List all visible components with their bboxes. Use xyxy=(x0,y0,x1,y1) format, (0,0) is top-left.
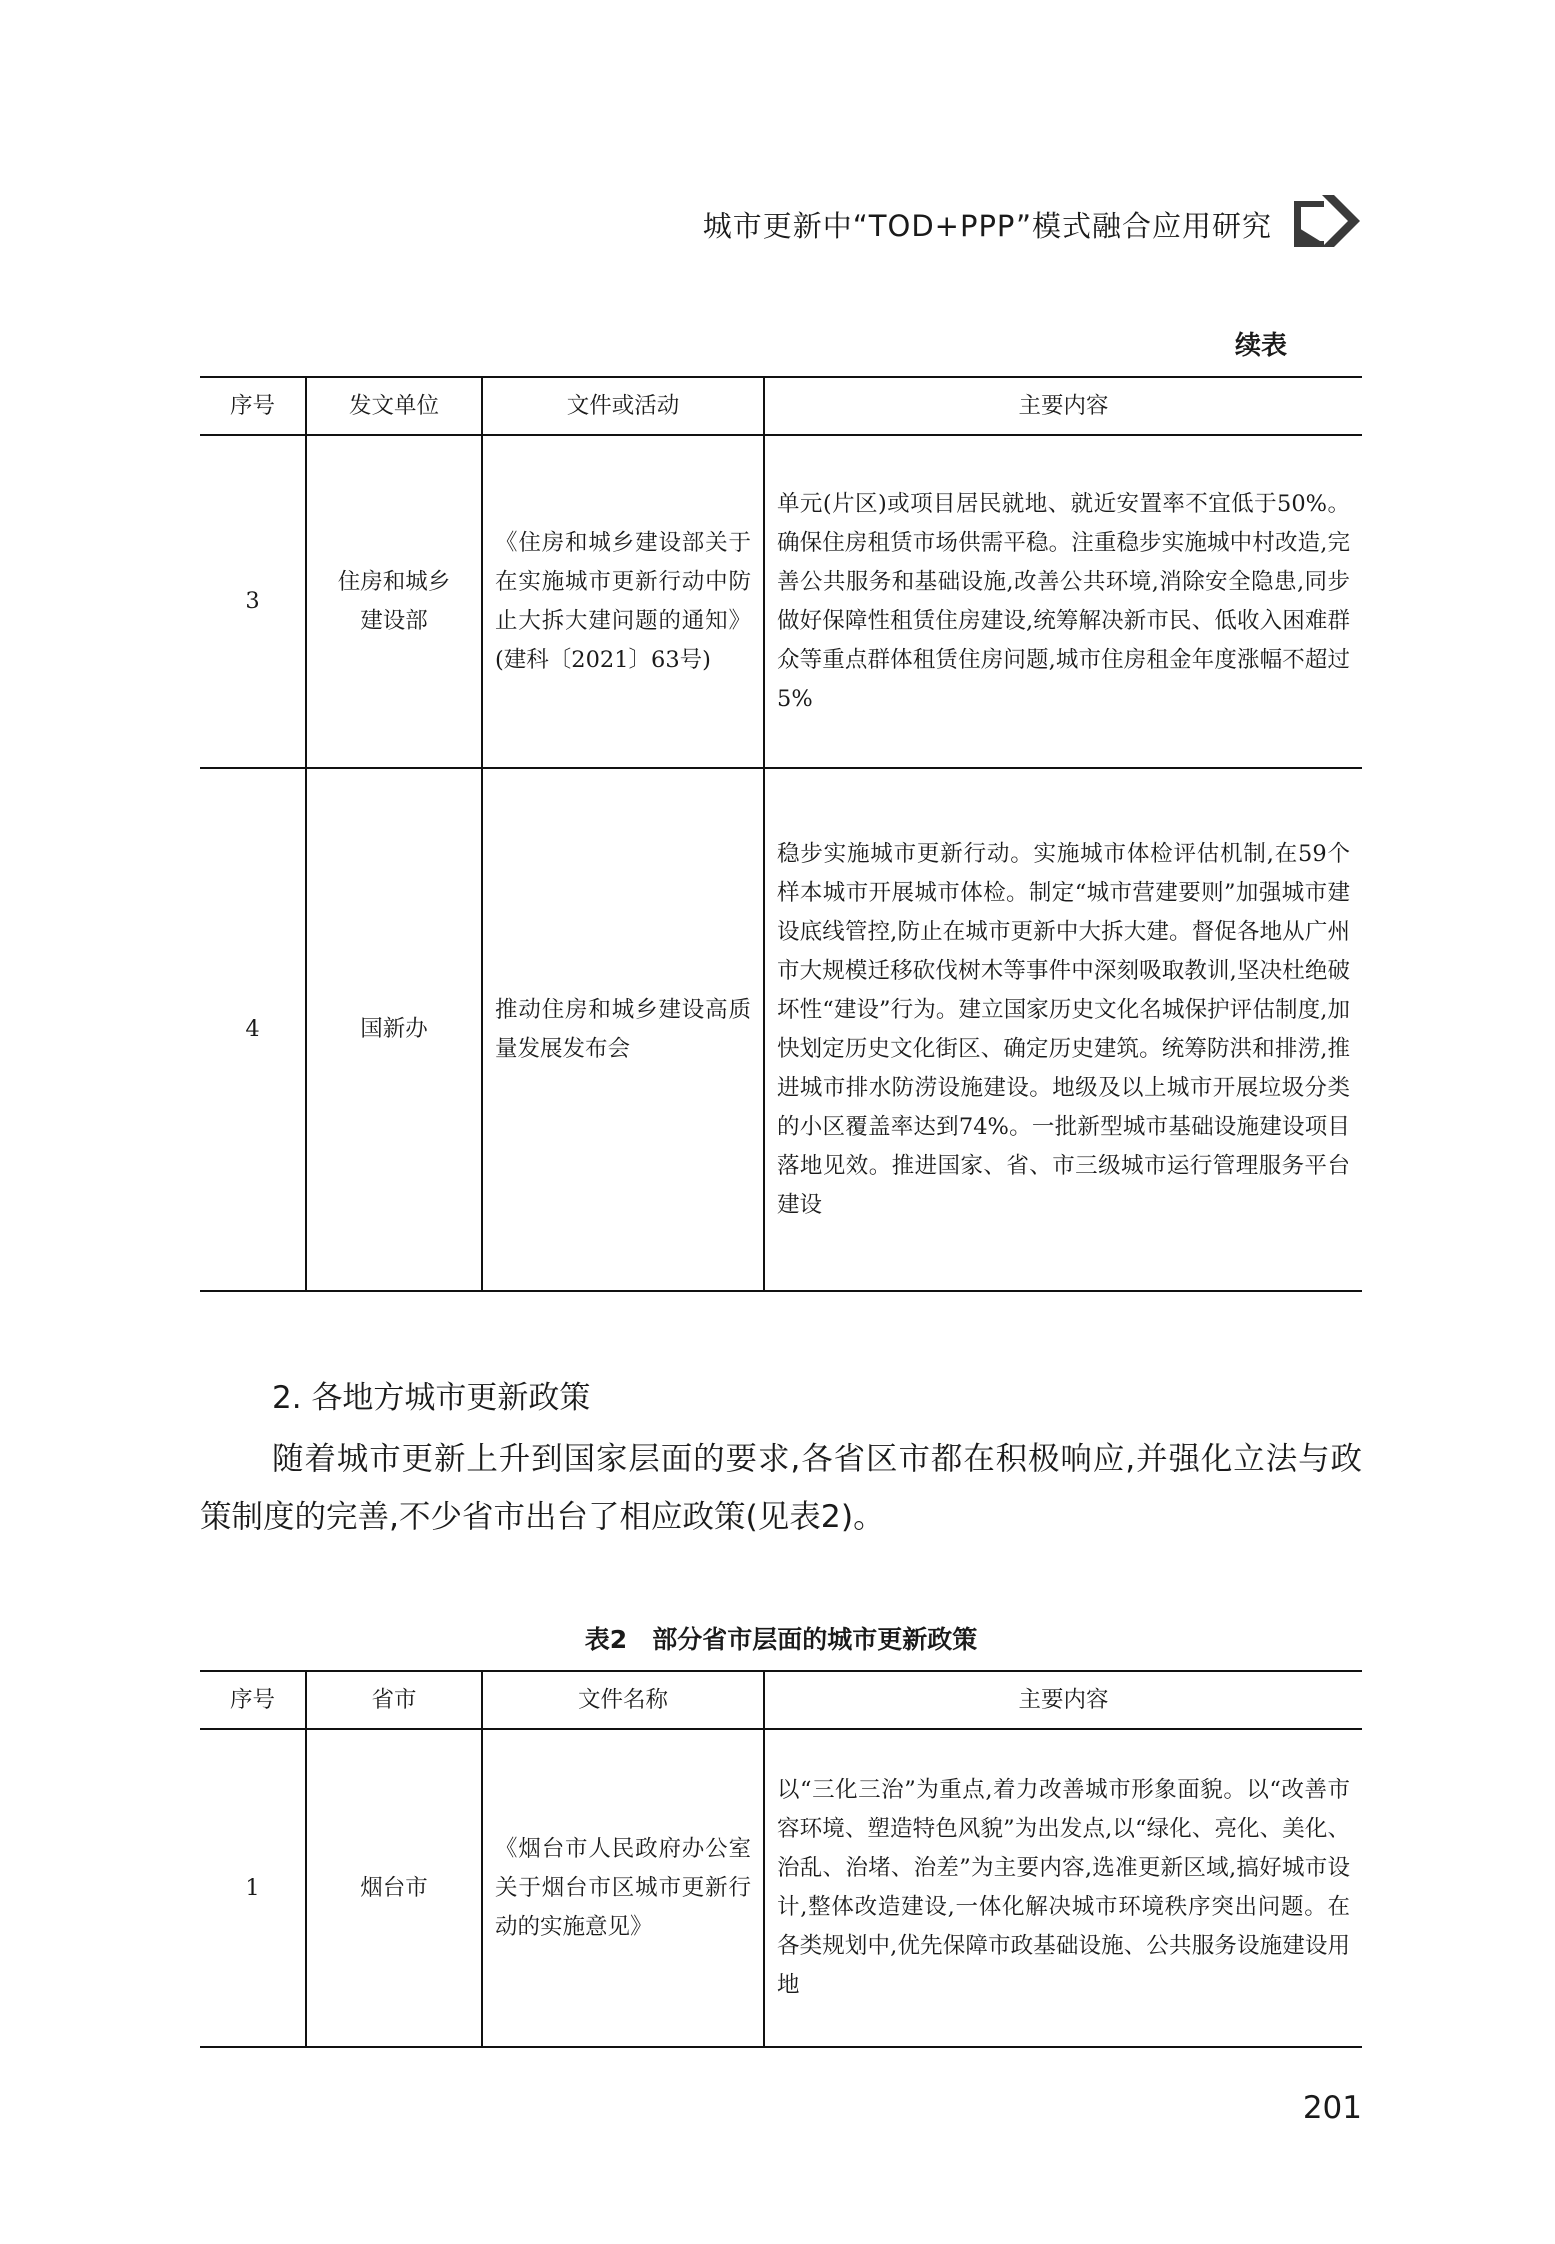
column-header: 主要内容 xyxy=(764,377,1362,435)
continued-table-label: 续表 xyxy=(1234,331,1287,361)
local-policy-table xyxy=(200,1670,1362,2048)
column-header: 发文单位 xyxy=(306,377,482,435)
document-cell: 推动住房和城乡建设高质量发展发布会 xyxy=(482,768,764,1291)
table-header-row xyxy=(200,1671,1362,1729)
column-header: 文件或活动 xyxy=(482,377,764,435)
column-header: 序号 xyxy=(200,377,306,435)
content-cell: 以“三化三治”为重点,着力改善城市形象面貌。以“改善市容环境、塑造特色风貌”为出发点,以“绿化、亮化、美化、治乱、治堵、治差”为主要内容,选准更新区域,搞好城市设计,整体改造建设,一体化解决城市环境秩序突出问题。在各类规划中,优先保障市政基础设施、公共服务设施建设用地 xyxy=(764,1729,1362,2047)
policy-table-continued xyxy=(200,376,1362,1292)
row-number: 1 xyxy=(200,1729,306,2047)
row-number: 4 xyxy=(200,768,306,1291)
issuer-cell: 住房和城乡建设部 xyxy=(306,435,482,768)
running-header-title: 城市更新中“TOD+PPP”模式融合应用研究 xyxy=(702,209,1272,243)
table-row xyxy=(200,768,1362,1291)
content-cell: 单元(片区)或项目居民就地、就近安置率不宜低于50%。确保住房租赁市场供需平稳。注重稳步实施城中村改造,完善公共服务和基础设施,改善公共环境,消除安全隐患,同步做好保障性租赁住房建设,统筹解决新市民、低收入困难群众等重点群体租赁住房问题,城市住房租金年度涨幅不超过5% xyxy=(764,435,1362,768)
issuer-cell: 国新办 xyxy=(306,768,482,1291)
bookmark-chevron-icon xyxy=(1294,195,1362,247)
column-header: 主要内容 xyxy=(764,1671,1362,1729)
section-heading: 2. 各地方城市更新政策 xyxy=(272,1380,591,1416)
table-header-row xyxy=(200,377,1362,435)
body-paragraph: 随着城市更新上升到国家层面的要求,各省区市都在积极响应,并强化立法与政策制度的完善,不少省市出台了相应政策(见表2)。 xyxy=(200,1441,1362,1535)
column-header: 省市 xyxy=(306,1671,482,1729)
table-caption: 表2 部分省市层面的城市更新政策 xyxy=(584,1625,978,1654)
table-row xyxy=(200,435,1362,768)
row-number: 3 xyxy=(200,435,306,768)
content-cell: 稳步实施城市更新行动。实施城市体检评估机制,在59个样本城市开展城市体检。制定“城市营建要则”加强城市建设底线管控,防止在城市更新中大拆大建。督促各地从广州市大规模迁移砍伐树木等事件中深刻吸取教训,坚决杜绝破坏性“建设”行为。建立国家历史文化名城保护评估制度,加快划定历史文化街区、确定历史建筑。统筹防洪和排涝,推进城市排水防涝设施建设。地级及以上城市开展垃圾分类的小区覆盖率达到74%。一批新型城市基础设施建设项目落地见效。推进国家、省、市三级城市运行管理服务平台建设 xyxy=(764,768,1362,1291)
table-row xyxy=(200,1729,1362,2047)
column-header: 文件名称 xyxy=(482,1671,764,1729)
document-cell: 《烟台市人民政府办公室关于烟台市区城市更新行动的实施意见》 xyxy=(482,1729,764,2047)
city-cell: 烟台市 xyxy=(306,1729,482,2047)
page-number: 201 xyxy=(1302,2090,1362,2126)
document-cell: 《住房和城乡建设部关于在实施城市更新行动中防止大拆大建问题的通知》(建科〔2021〕63号) xyxy=(482,435,764,768)
column-header: 序号 xyxy=(200,1671,306,1729)
